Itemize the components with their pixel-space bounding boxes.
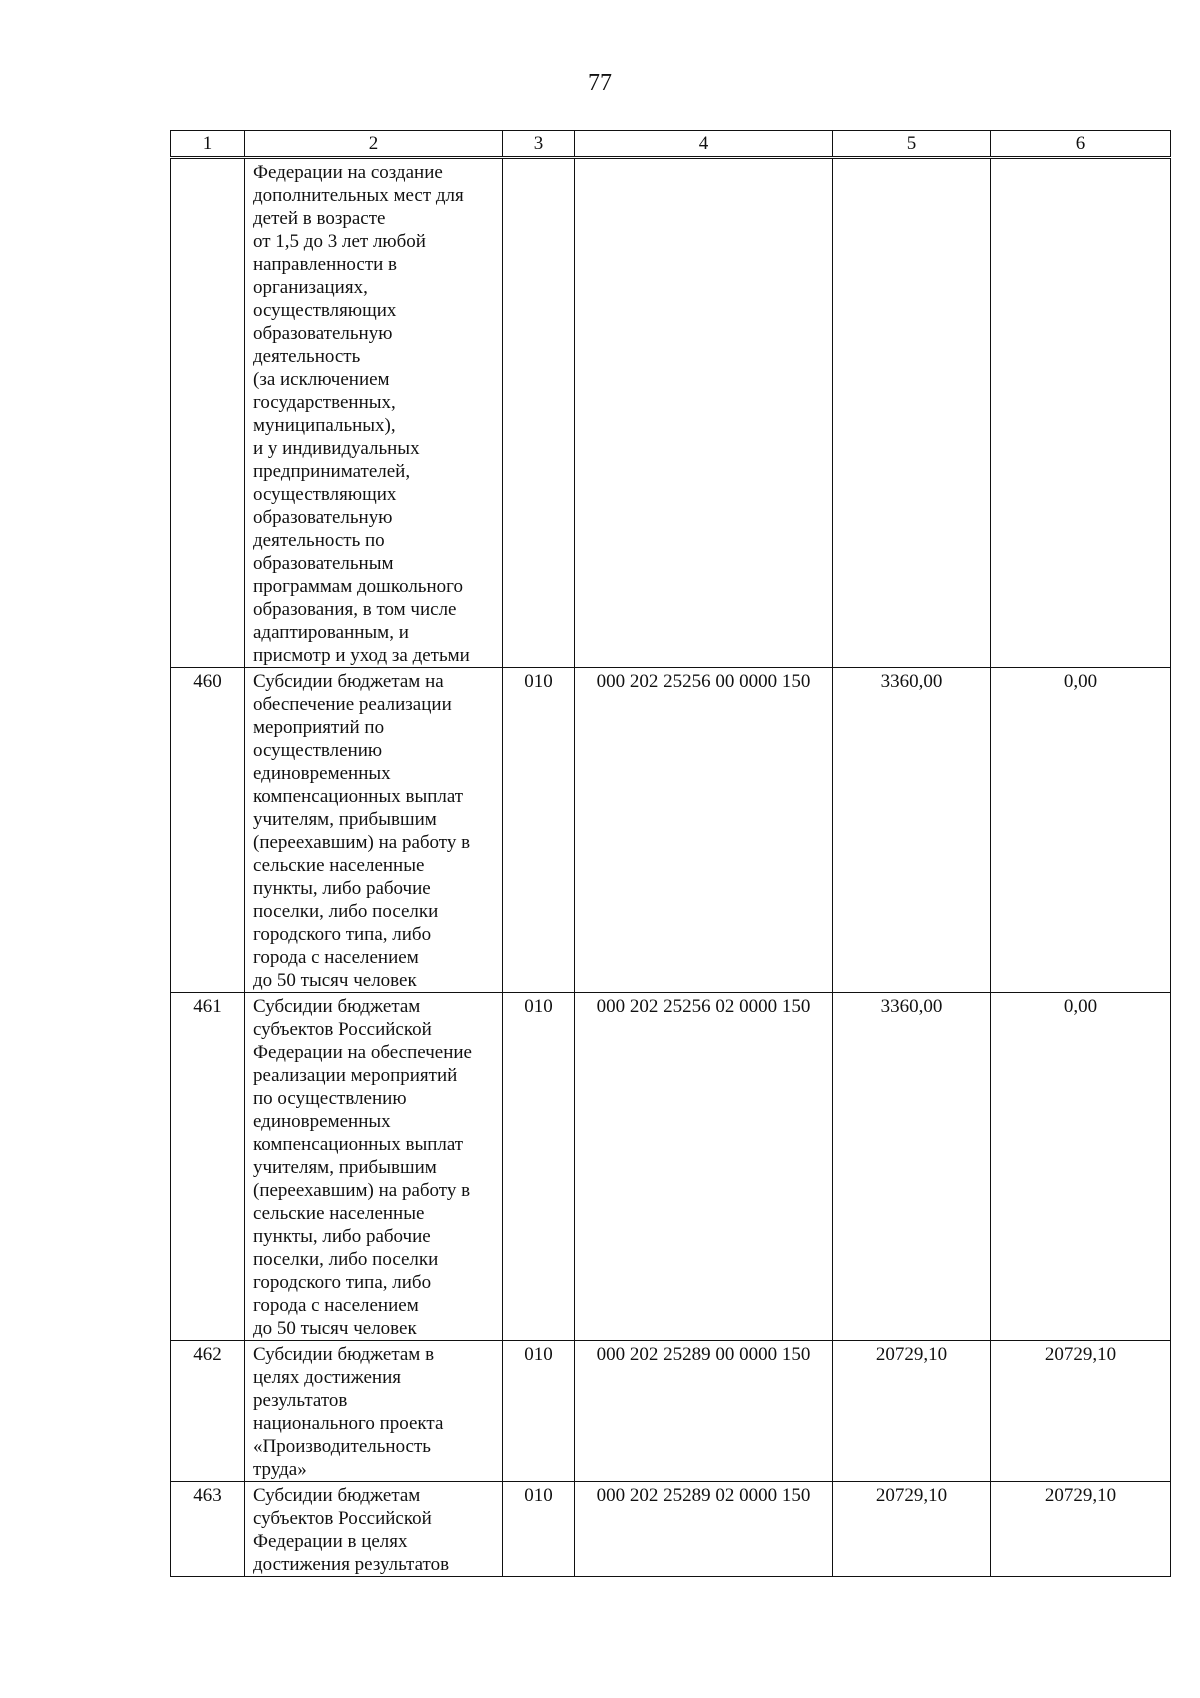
table-row [171, 158, 1171, 668]
row-value-col6 [991, 158, 1171, 668]
row-admin-code: 010 [503, 1482, 575, 1577]
column-header: 6 [991, 131, 1171, 158]
row-number: 460 [171, 668, 245, 993]
row-number: 462 [171, 1341, 245, 1482]
row-budget-code: 000 202 25289 00 0000 150 [575, 1341, 833, 1482]
row-number: 461 [171, 993, 245, 1341]
row-description: Федерации на создание дополнительных мест для детей в возрасте от 1,5 до 3 лет любой направленности в организациях, осуществляющих образовательную деятельность (за исключением государственных, муниципальных), и у индивидуальных предпринимателей, осуществляющих образовательную деятельность по образовательным программам дошкольного образования, в том числе адаптированным, и присмотр и уход за детьми [245, 158, 503, 668]
row-budget-code [575, 158, 833, 668]
row-value-col5: 3360,00 [833, 668, 991, 993]
row-number [171, 158, 245, 668]
row-value-col5: 20729,10 [833, 1482, 991, 1577]
row-value-col6: 0,00 [991, 668, 1171, 993]
budget-table [170, 130, 1171, 1577]
column-header: 1 [171, 131, 245, 158]
row-number: 463 [171, 1482, 245, 1577]
row-admin-code: 010 [503, 993, 575, 1341]
row-value-col6: 20729,10 [991, 1482, 1171, 1577]
row-admin-code [503, 158, 575, 668]
table-header-row [171, 131, 1171, 158]
row-value-col5 [833, 158, 991, 668]
column-header: 5 [833, 131, 991, 158]
row-value-col5: 20729,10 [833, 1341, 991, 1482]
row-value-col6: 20729,10 [991, 1341, 1171, 1482]
table-row [171, 1482, 1171, 1577]
page-number: 77 [588, 70, 612, 96]
row-description: Субсидии бюджетам субъектов Российской Федерации на обеспечение реализации мероприятий по осуществлению единовременных компенсационных выплат учителям, прибывшим (переехавшим) на работу в сельские населенные пункты, либо рабочие поселки, либо поселки городского типа, либо города с населением до 50 тысяч человек [245, 993, 503, 1341]
row-admin-code: 010 [503, 668, 575, 993]
column-header: 4 [575, 131, 833, 158]
row-description: Субсидии бюджетам на обеспечение реализации мероприятий по осуществлению единовременных компенсационных выплат учителям, прибывшим (переехавшим) на работу в сельские населенные пункты, либо рабочие поселки, либо поселки городского типа, либо города с населением до 50 тысяч человек [245, 668, 503, 993]
row-admin-code: 010 [503, 1341, 575, 1482]
column-header: 3 [503, 131, 575, 158]
row-description: Субсидии бюджетам в целях достижения результатов национального проекта «Производительность труда» [245, 1341, 503, 1482]
row-budget-code: 000 202 25256 00 0000 150 [575, 668, 833, 993]
row-value-col5: 3360,00 [833, 993, 991, 1341]
row-description: Субсидии бюджетам субъектов Российской Федерации в целях достижения результатов [245, 1482, 503, 1577]
row-value-col6: 0,00 [991, 993, 1171, 1341]
table-row [171, 1341, 1171, 1482]
row-budget-code: 000 202 25256 02 0000 150 [575, 993, 833, 1341]
row-budget-code: 000 202 25289 02 0000 150 [575, 1482, 833, 1577]
table-row [171, 668, 1171, 993]
column-header: 2 [245, 131, 503, 158]
table-row [171, 993, 1171, 1341]
